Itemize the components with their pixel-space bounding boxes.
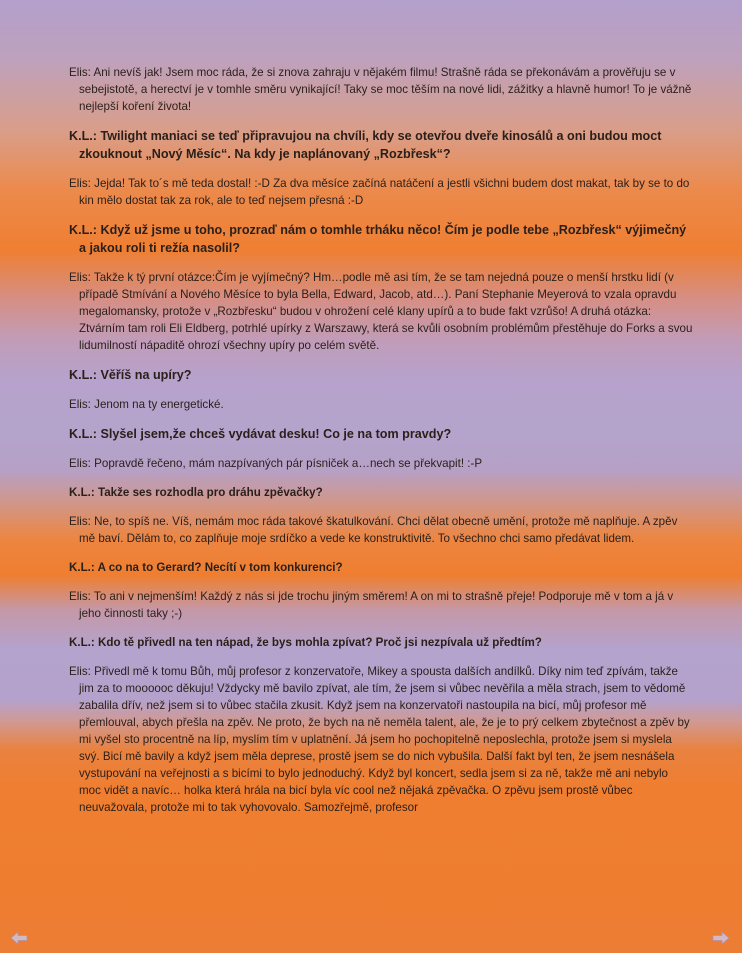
interview-text [69,64,693,816]
answer-paragraph: Elis: Jenom na ty energetické. [69,398,224,411]
question-paragraph: K.L.: Věříš na upíry? [69,368,192,382]
answer-paragraph: Elis: Popravdě řečeno, mám nazpívaných pár písniček a…nech se překvapit! :-P [69,457,483,470]
question-paragraph: K.L.: Když už jsme u toho, prozraď nám o tomhle trháku něco! Čím je podle tebe „Rozbřesk“ výjimečný a jakou roli ti režía nasolil? [69,223,687,255]
arrow-right-icon [712,931,730,945]
question-paragraph: K.L.: Kdo tě přivedl na ten nápad, že bys mohla zpívat? Proč jsi nezpívala už předtím? [69,636,542,649]
question-paragraph: K.L.: Twilight maniaci se teď připravujou na chvíli, kdy se otevřou dveře kinosálů a oni budou moct zkouknout „Nový Měsíc“. Na kdy je naplánovaný „Rozbřesk“? [69,129,662,161]
prev-page-button[interactable] [9,928,29,948]
question-paragraph: K.L.: A co na to Gerard? Necítí v tom konkurenci? [69,561,343,574]
answer-paragraph: Elis: Ani nevíš jak! Jsem moc ráda, že si znova zahraju v nějakém filmu! Strašně ráda se překonávám a prověřuju se v sebejistotě, a herectví je v tomhle směru vynikající! Taky se moc těším na nové lidi, zážitky a hlavně humor! To je vážně nejlepší koření života! [69,66,692,113]
answer-paragraph: Elis: Takže k tý první otázce:Čím je vyjímečný? Hm…podle mě asi tím, že se tam nejedná pouze o menší hrstku lidí (v případě Stmívání a Nového Měsíce to byla Bella, Edward, Jacob, atd…). Paní Stephanie Meyerová to vzala opravdu megalomansky, protože v „Rozbřesku“ budou v ohrožení celé klany upírů a to bude fakt vzrůšo! A druhá otázka: Ztvárním tam roli Eli Eldberg, potrhlé upírky z Warszawy, která se kvůli osobním problémům přestěhuje do Forks a svou lidumilností nápaditě ohrozí všechny upíry po celém světě. [69,271,693,352]
next-page-button[interactable] [711,928,731,948]
answer-paragraph: Elis: Přivedl mě k tomu Bůh, můj profesor z konzervatoře, Mikey a spousta dalších andílků. Díky nim teď zpívám, takže jim za to moooooc děkuju! Vždycky mě bavilo zpívat, ale tím, že jsem si vůbec nevěřila a měla strach, jsem to vědomě zabalila dřív, než jsem si to vůbec stačila zkusit. Když jsem na konzervatoři nastoupila na bicí, můj profesor mě přemlouval, abych přešla na zpěv. Ne proto, že bych na ně neměla talent, ale, že je to prý celkem zbytečnost a zpěv by mi vyšel sto procentně na líp, myslím tím v uplatnění. Já jsem ho pochopitelně neposlechla, protože jsem si myslela svý. Bicí mě bavily a když jsem měla deprese, prostě jsem se do nich vybušila. Další fakt byl ten, že jsem nesnášela vystupování na veřejnosti a s bicími to bylo jednoduchý. Když byl koncert, sedla jsem si za ně, takže mě ani nebylo moc vidět a navíc… holka která hrála na bicí byla víc cool než nějaká zpěvačka. O zpěvu jsem prostě vůbec neuvažovala, protože mi to tak vyhovovalo. Samozřejmě, profesor [69,665,690,814]
answer-paragraph: Elis: To ani v nejmenším! Každý z nás si jde trochu jiným směrem! A on mi to strašně přeje! Podporuje mě v tom a já v jeho činnosti taky ;-) [69,590,674,620]
question-paragraph: K.L.: Slyšel jsem,že chceš vydávat desku! Co je na tom pravdy? [69,427,452,441]
answer-paragraph: Elis: Jejda! Tak to´s mě teda dostal! :-D Za dva měsíce začíná natáčení a jestli všichni budem dost makat, tak by se to do kin mělo dostat tak za rok, ale to teď nejsem přesná :-D [69,177,690,207]
arrow-left-icon [10,931,28,945]
answer-paragraph: Elis: Ne, to spíš ne. Víš, nemám moc ráda takové škatulkování. Chci dělat obecně umění, protože mě naplňuje. A zpěv mě baví. Dělám to, co zaplňuje moje srdíčko a vede ke konstruktivitě. To všechno chci samo předávat lidem. [69,515,678,545]
question-paragraph: K.L.: Takže ses rozhodla pro dráhu zpěvačky? [69,486,323,499]
